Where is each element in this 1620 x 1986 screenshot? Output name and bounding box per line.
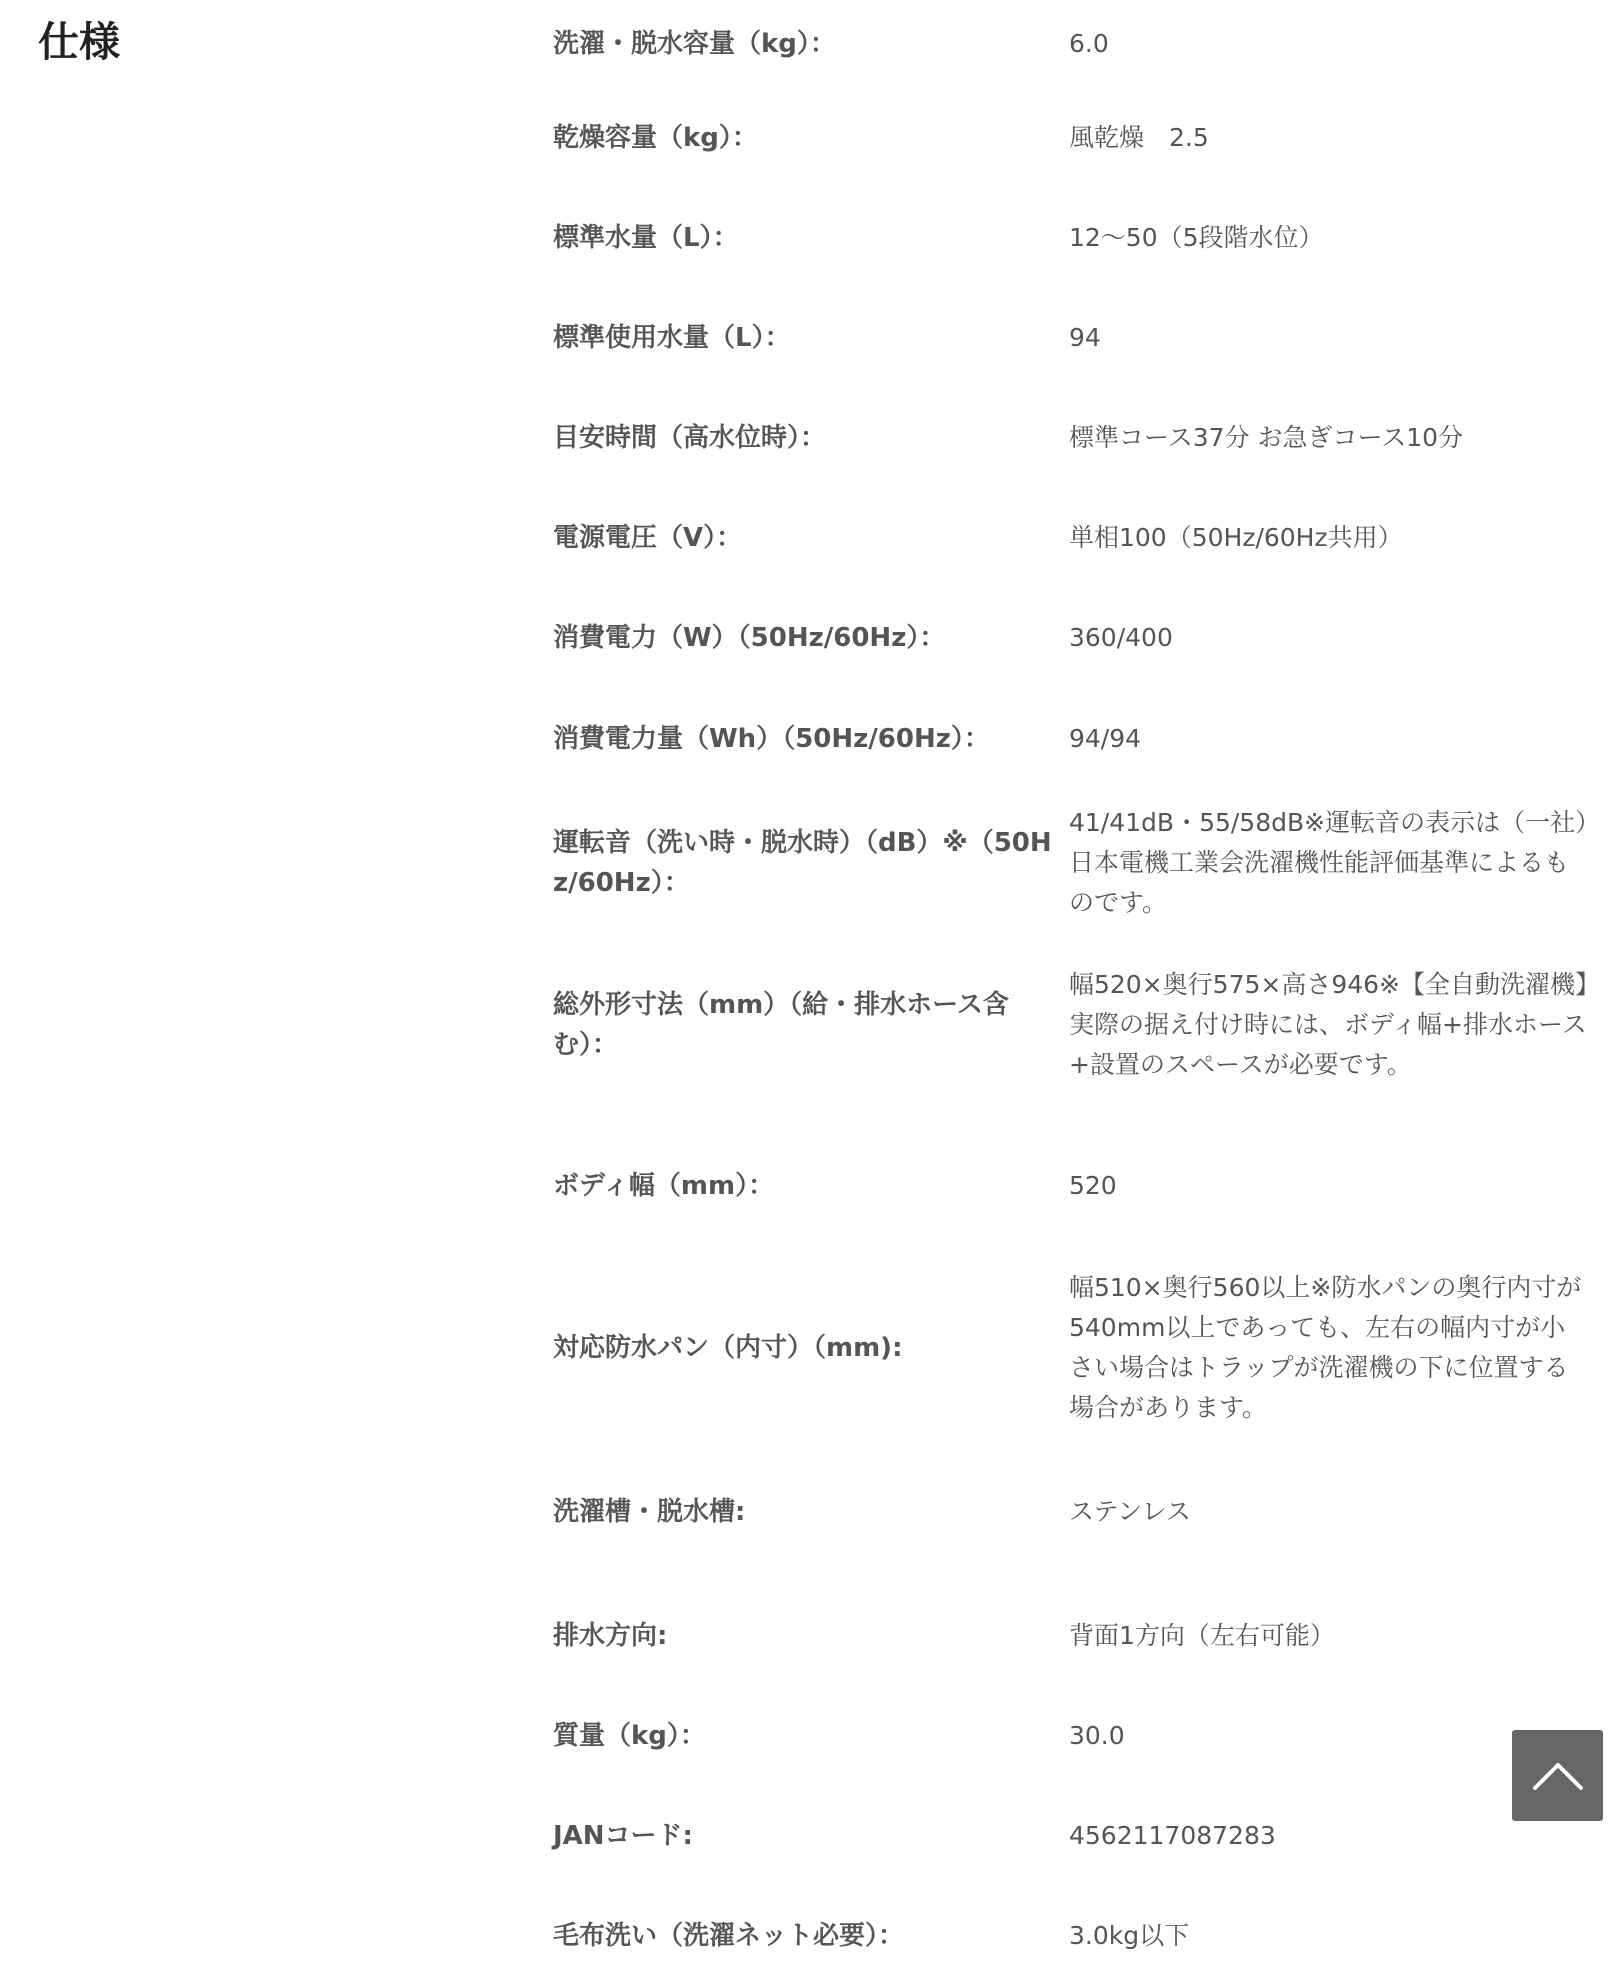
spec-value: 360/400 <box>1069 623 1173 652</box>
spec-label: 消費電力（W）（50Hz/60Hz）： <box>553 623 946 653</box>
spec-value: 30.0 <box>1069 1721 1125 1750</box>
spec-value: 6.0 <box>1069 29 1109 58</box>
page-title: 仕様 <box>38 18 120 66</box>
spec-label: 標準使用水量（L）： <box>553 323 791 353</box>
spec-row <box>553 936 1593 1114</box>
spec-label: 対応防水パン（内寸）（mm): <box>553 1333 903 1363</box>
back-to-top-button[interactable] <box>1512 1730 1603 1821</box>
spec-label: 質量（kg）： <box>553 1721 706 1751</box>
spec-label: 電源電圧（V）： <box>553 523 743 553</box>
spec-label: 毛布洗い（洗濯ネット必要）： <box>553 1921 905 1951</box>
spec-row <box>553 1438 1593 1586</box>
spec-value: 94/94 <box>1069 724 1142 753</box>
spec-value: 幅520×奥行575×高さ946※【全自動洗濯機】実際の据え付け時には、ボディ幅+排水ホース+設置のスペースが必要です。 <box>1069 970 1588 1079</box>
spec-row <box>553 488 1593 588</box>
spec-row <box>553 1886 1593 1986</box>
spec-label: ボディ幅（mm）： <box>553 1171 775 1201</box>
spec-value: 520 <box>1069 1171 1117 1200</box>
spec-label: 標準水量（L）： <box>553 223 739 253</box>
spec-row <box>553 790 1593 936</box>
spec-row <box>553 188 1593 288</box>
spec-label: 運転音（洗い時・脱水時）（dB）※（50Hz/60Hz）： <box>553 828 1052 898</box>
spec-row <box>553 1586 1593 1686</box>
spec-value: 4562117087283 <box>1069 1821 1276 1850</box>
spec-label: JANコード: <box>553 1821 693 1851</box>
spec-row <box>553 388 1593 488</box>
spec-row <box>553 588 1593 688</box>
spec-value: 94 <box>1069 323 1101 352</box>
spec-value: 風乾燥 2.5 <box>1069 123 1209 152</box>
spec-row <box>553 88 1593 188</box>
spec-row <box>553 1786 1593 1886</box>
spec-label: 洗濯・脱水容量（kg）： <box>553 29 836 59</box>
spec-label: 消費電力量（Wh）（50Hz/60Hz）： <box>553 724 990 754</box>
spec-row <box>553 1686 1593 1786</box>
spec-label: 総外形寸法（mm）（給・排水ホース含む）： <box>553 990 1009 1060</box>
spec-row <box>553 288 1593 388</box>
chevron-up-icon <box>1532 1761 1584 1791</box>
spec-row <box>553 688 1593 790</box>
spec-value: 3.0kg以下 <box>1069 1921 1190 1950</box>
spec-value: 41/41dB・55/58dB※運転音の表示は（一社）日本電機工業会洗濯機性能評価基準によるものです。 <box>1069 808 1588 917</box>
spec-value: 単相100（50Hz/60Hz共用） <box>1069 523 1403 552</box>
spec-value: 幅510×奥行560以上※防水パンの奥行内寸が540mm以上であっても、左右の幅内寸が小さい場合はトラップが洗濯機の下に位置する場合があります。 <box>1069 1273 1582 1422</box>
spec-table <box>553 0 1593 1986</box>
spec-label: 排水方向: <box>553 1621 668 1651</box>
spec-value: 12〜50（5段階水位） <box>1069 223 1324 252</box>
spec-label: 洗濯槽・脱水槽: <box>553 1497 746 1527</box>
spec-value: 背面1方向（左右可能） <box>1069 1621 1335 1650</box>
spec-label: 目安時間（高水位時）： <box>553 423 827 453</box>
spec-row <box>553 1114 1593 1258</box>
spec-value: 標準コース37分 お急ぎコース10分 <box>1069 423 1464 452</box>
spec-row <box>553 0 1593 88</box>
spec-value: ステンレス <box>1069 1497 1191 1526</box>
spec-label: 乾燥容量（kg）： <box>553 123 758 153</box>
spec-row <box>553 1258 1593 1438</box>
